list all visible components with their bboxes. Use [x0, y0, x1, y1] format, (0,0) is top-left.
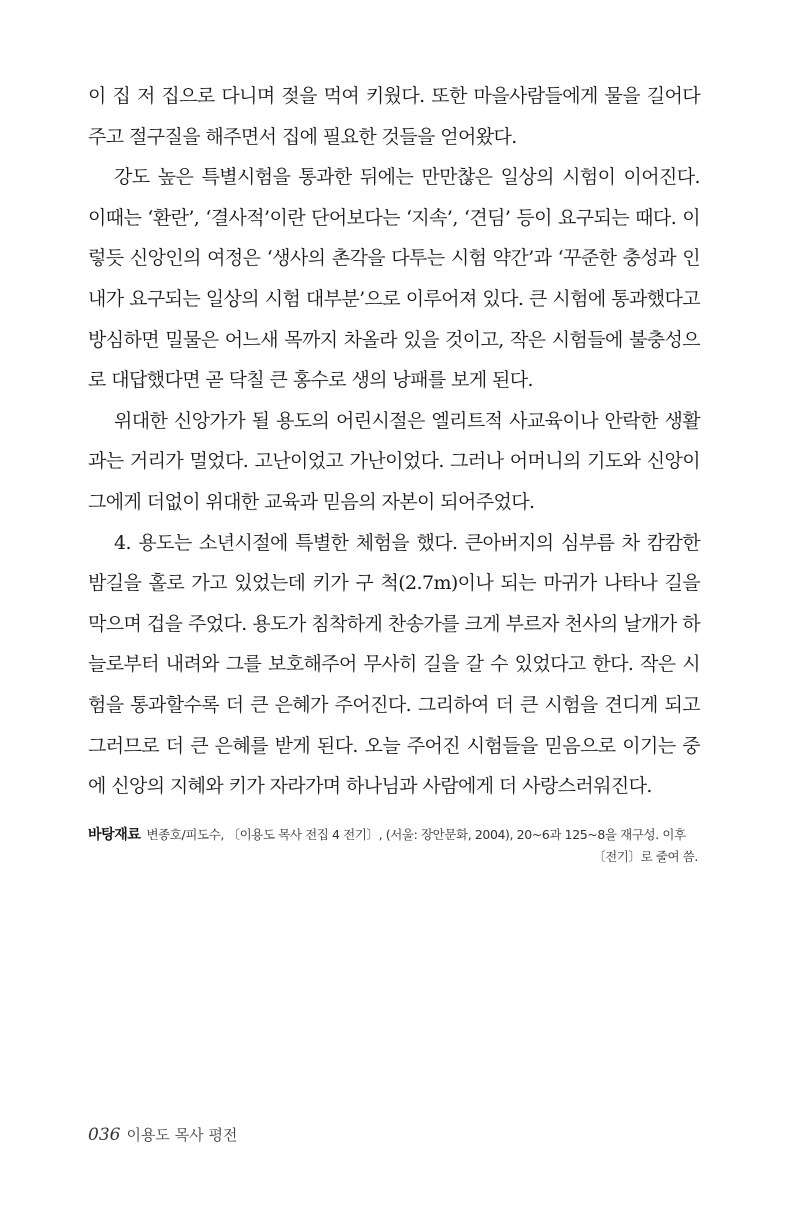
source-line-1: 변종호/피도수, 〔이용도 목사 전집 4 전기〕, (서울: 장안문화, 2004), 20~6과 125~8을 재구성. 이후: [146, 827, 686, 842]
paragraph-daily-trials: 강도 높은 특별시험을 통과한 뒤에는 만만찮은 일상의 시험이 이어진다. 이때는 ‘환란’, ‘결사적’이란 단어보다는 ‘지속’, ‘견딤’ 등이 요구되는 때다. 이렇듯 신앙인의 여정은 ‘생사의 촌각을 다투는 시험 약간’과 ‘꾸준한 충성과 인내가 요구되는 일상의 시험 대부분’으로 이루어져 있다. 큰 시험에 통과했다고 방심하면 밀물은 어느새 목까지 차올라 있을 것이고, 작은 시험들에 불충성으로 대답했다면 곧 닥칠 큰 홍수로 생의 낭패를 보게 된다.: [88, 166, 700, 392]
running-title: 이용도 목사 평전: [126, 1126, 238, 1144]
source-line-2: 〔전기〕로 줄여 씀.: [593, 849, 698, 864]
paragraph-childhood: 위대한 신앙가가 될 용도의 어린시절은 엘리트적 사교육이나 안락한 생활과는 거리가 멀었다. 고난이었고 가난이었다. 그러나 어머니의 기도와 신앙이 그에게 더없이 위대한 교육과 믿음의 자본이 되어주었다.: [88, 409, 700, 513]
page-number: 036: [88, 1125, 121, 1145]
source-label: 바탕재료: [88, 827, 141, 843]
source-note: [88, 824, 698, 867]
page-footer: [88, 1124, 237, 1145]
paragraph-boyhood-experience: 4. 용도는 소년시절에 특별한 체험을 했다. 큰아버지의 심부름 차 캄캄한 밤길을 홀로 가고 있었는데 키가 구 척(2.7m)이나 되는 마귀가 나타나 길을 막으며 겁을 주었다. 용도가 침착하게 찬송가를 크게 부르자 천사의 날개가 하늘로부터 내려와 그를 보호해주어 무사히 길을 갈 수 있었다고 한다. 작은 시험을 통과할수록 더 큰 은혜가 주어진다. 그리하여 더 큰 시험을 견디게 되고 그러므로 더 큰 은혜를 받게 된다. 오늘 주어진 시험들을 믿음으로 이기는 중에 신앙의 지혜와 키가 자라가며 하나님과 사람에게 더 사랑스러워진다.: [88, 531, 700, 798]
body-text: [88, 76, 700, 807]
paragraph-continuation: 이 집 저 집으로 다니며 젖을 먹여 키웠다. 또한 마을사람들에게 물을 길어다 주고 절구질을 해주면서 집에 필요한 것들을 얻어왔다.: [88, 85, 700, 148]
